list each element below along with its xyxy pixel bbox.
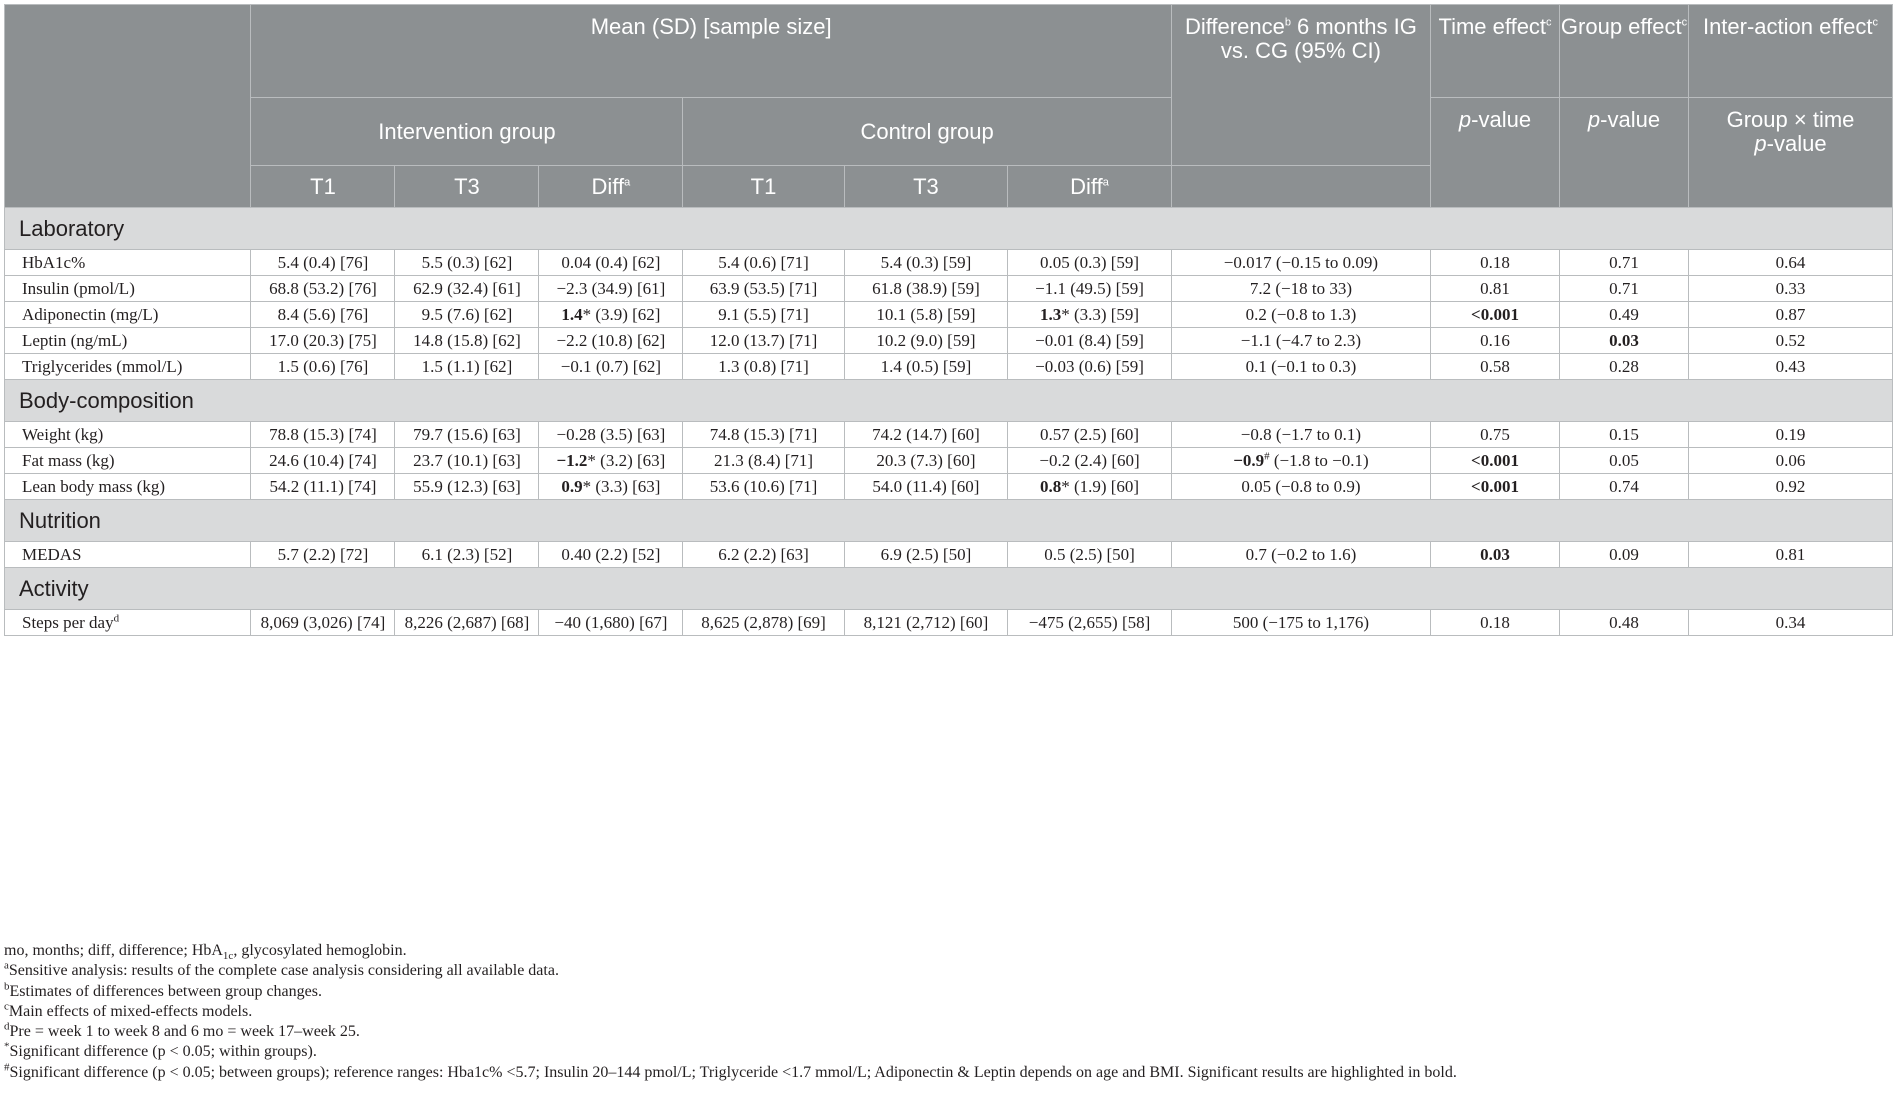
cell-difference: 500 (−175 to 1,176) [1171,610,1430,636]
cell-ig-diff: 0.40 (2.2) [52] [539,542,683,568]
row-label: HbA1c% [5,250,251,276]
row-label: Lean body mass (kg) [5,474,251,500]
table-footnotes [4,941,1884,1083]
header-cg-t1: T1 [683,166,844,208]
cell-ig-diff: −40 (1,680) [67] [539,610,683,636]
cell-cg-t1: 53.6 (10.6) [71] [683,474,844,500]
cell-time-p: 0.75 [1431,422,1560,448]
cell-ig-t1: 5.4 (0.4) [76] [251,250,395,276]
cell-cg-diff: −0.2 (2.4) [60] [1008,448,1172,474]
row-label: Triglycerides (mmol/L) [5,354,251,380]
cell-ig-t3: 8,226 (2,687) [68] [395,610,539,636]
footnote-a: $^a$Sensitive analysis: results of the complete case analysis considering all available data. [4,959,559,980]
footnote-star: *Significant difference (p < 0.05; within groups). [4,1041,317,1061]
cell-difference: 0.05 (−0.8 to 0.9) [1171,474,1430,500]
cell-time-p: 0.18 [1431,250,1560,276]
cell-cg-t1: 1.3 (0.8) [71] [683,354,844,380]
cell-ig-t3: 23.7 (10.1) [63] [395,448,539,474]
cell-ig-t3: 14.8 (15.8) [62] [395,328,539,354]
cell-cg-diff: −0.01 (8.4) [59] [1008,328,1172,354]
footnote-d: $^d$Pre = week 1 to week 8 and 6 mo = week 17–week 25. [4,1020,360,1041]
footnote-c: $^c$Main effects of mixed-effects models. [4,1000,253,1020]
table-row-weight [5,422,1893,448]
cell-cg-t1: 5.4 (0.6) [71] [683,250,844,276]
cell-cg-diff: −1.1 (49.5) [59] [1008,276,1172,302]
cell-ig-t1: 5.7 (2.2) [72] [251,542,395,568]
cell-cg-t3: 1.4 (0.5) [59] [844,354,1008,380]
cell-cg-t1: 9.1 (5.5) [71] [683,302,844,328]
cell-group-p: 0.49 [1560,302,1689,328]
cell-group-p: 0.74 [1560,474,1689,500]
footnote-abbreviations: mo, months; diff, difference; HbA$_{1c}$, glycosylated hemoglobin. [4,942,407,963]
cell-ig-t1: 54.2 (11.1) [74] [251,474,395,500]
row-label: Steps per day$^d$ [5,610,251,636]
cell-ig-t3: 1.5 (1.1) [62] [395,354,539,380]
cell-group-p: 0.48 [1560,610,1689,636]
header-group-effect: Group effect$^c$ [1560,5,1689,98]
cell-ig-t3: 6.1 (2.3) [52] [395,542,539,568]
cell-interaction-p: 0.64 [1689,250,1893,276]
cell-cg-t3: 61.8 (38.9) [59] [844,276,1008,302]
cell-time-p: <0.001 [1431,474,1560,500]
results-table [4,4,1893,636]
header-time-effect: Time effect$^c$ [1431,5,1560,98]
cell-ig-t3: 62.9 (32.4) [61] [395,276,539,302]
cell-time-p: 0.16 [1431,328,1560,354]
cell-interaction-p: 0.34 [1689,610,1893,636]
table-row-triglycerides [5,354,1893,380]
cell-interaction-p: 0.43 [1689,354,1893,380]
cell-cg-diff: 0.5 (2.5) [50] [1008,542,1172,568]
cell-difference: 0.2 (−0.8 to 1.3) [1171,302,1430,328]
cell-time-p: 0.18 [1431,610,1560,636]
cell-group-p: 0.05 [1560,448,1689,474]
cell-difference: −0.9# (−1.8 to −0.1) [1171,448,1430,474]
cell-ig-diff: −2.2 (10.8) [62] [539,328,683,354]
footnote-hash: #Significant difference (p < 0.05; between groups); reference ranges: Hba1c% <5.7; Insulin 20–144 pmol/L; Triglyceride <1.7 mmol/L; Adiponectin & Leptin depends on age and BMI. Significant results are highlighted in bold. [4,1061,1457,1081]
row-label: Fat mass (kg) [5,448,251,474]
cell-difference: 0.7 (−0.2 to 1.6) [1171,542,1430,568]
cell-difference: −0.8 (−1.7 to 0.1) [1171,422,1430,448]
row-label: Leptin (ng/mL) [5,328,251,354]
cell-ig-t1: 17.0 (20.3) [75] [251,328,395,354]
cell-cg-diff: 0.05 (0.3) [59] [1008,250,1172,276]
cell-ig-diff: 1.4* (3.9) [62] [539,302,683,328]
cell-ig-diff: −2.3 (34.9) [61] [539,276,683,302]
cell-ig-t1: 8.4 (5.6) [76] [251,302,395,328]
cell-interaction-p: 0.52 [1689,328,1893,354]
row-label: Adiponectin (mg/L) [5,302,251,328]
cell-difference: −0.017 (−0.15 to 0.09) [1171,250,1430,276]
cell-difference: 7.2 (−18 to 33) [1171,276,1430,302]
cell-cg-t3: 8,121 (2,712) [60] [844,610,1008,636]
header-interaction-effect: Inter-action effect$^c$ [1689,5,1893,98]
cell-ig-t1: 8,069 (3,026) [74] [251,610,395,636]
header-mean-sd: Mean (SD) [sample size] [251,5,1171,98]
header-group-pvalue: p-value [1560,98,1689,208]
cell-time-p: 0.81 [1431,276,1560,302]
cell-ig-t1: 68.8 (53.2) [76] [251,276,395,302]
table-row-hba1c [5,250,1893,276]
cell-time-p: <0.001 [1431,302,1560,328]
cell-ig-t3: 55.9 (12.3) [63] [395,474,539,500]
header-ig-t1: T1 [251,166,395,208]
row-label: Weight (kg) [5,422,251,448]
cell-cg-t3: 74.2 (14.7) [60] [844,422,1008,448]
cell-cg-diff: 0.8* (1.9) [60] [1008,474,1172,500]
header-blank-cell [5,5,251,208]
section-activity: Activity [5,568,1893,610]
cell-ig-diff: −0.28 (3.5) [63] [539,422,683,448]
table-row-insulin [5,276,1893,302]
cell-interaction-p: 0.06 [1689,448,1893,474]
row-label: MEDAS [5,542,251,568]
cell-cg-diff: −0.03 (0.6) [59] [1008,354,1172,380]
cell-ig-t1: 24.6 (10.4) [74] [251,448,395,474]
cell-ig-diff: −0.1 (0.7) [62] [539,354,683,380]
cell-group-p: 0.28 [1560,354,1689,380]
cell-cg-diff: −475 (2,655) [58] [1008,610,1172,636]
header-control-group: Control group [683,98,1171,166]
cell-cg-t1: 74.8 (15.3) [71] [683,422,844,448]
header-cg-t3: T3 [844,166,1008,208]
cell-time-p: 0.58 [1431,354,1560,380]
header-difference-blank [1171,166,1430,208]
row-label: Insulin (pmol/L) [5,276,251,302]
section-laboratory: Laboratory [5,208,1893,250]
cell-group-p: 0.15 [1560,422,1689,448]
cell-difference: 0.1 (−0.1 to 0.3) [1171,354,1430,380]
table-row-adiponectin [5,302,1893,328]
cell-cg-t3: 20.3 (7.3) [60] [844,448,1008,474]
header-cg-diff: Diff$^a$ [1008,166,1172,208]
header-intervention-group: Intervention group [251,98,683,166]
table-row-medas [5,542,1893,568]
cell-interaction-p: 0.87 [1689,302,1893,328]
cell-cg-t1: 21.3 (8.4) [71] [683,448,844,474]
header-interaction-pvalue: Group × time p-value [1689,98,1893,208]
cell-ig-diff: 0.04 (0.4) [62] [539,250,683,276]
cell-cg-t3: 6.9 (2.5) [50] [844,542,1008,568]
table-row-fat-mass [5,448,1893,474]
cell-cg-t1: 63.9 (53.5) [71] [683,276,844,302]
cell-cg-t3: 10.2 (9.0) [59] [844,328,1008,354]
cell-cg-t3: 5.4 (0.3) [59] [844,250,1008,276]
cell-group-p: 0.09 [1560,542,1689,568]
cell-group-p: 0.71 [1560,250,1689,276]
cell-interaction-p: 0.19 [1689,422,1893,448]
cell-ig-t1: 78.8 (15.3) [74] [251,422,395,448]
table-row-lean-mass [5,474,1893,500]
header-ig-diff: Diff$^a$ [539,166,683,208]
cell-time-p: 0.03 [1431,542,1560,568]
cell-ig-diff: −1.2* (3.2) [63] [539,448,683,474]
cell-ig-t3: 5.5 (0.3) [62] [395,250,539,276]
cell-cg-t1: 6.2 (2.2) [63] [683,542,844,568]
cell-ig-t3: 79.7 (15.6) [63] [395,422,539,448]
table-row-steps [5,610,1893,636]
cell-cg-t1: 12.0 (13.7) [71] [683,328,844,354]
cell-cg-t1: 8,625 (2,878) [69] [683,610,844,636]
header-time-pvalue: p-value [1431,98,1560,208]
cell-cg-diff: 1.3* (3.3) [59] [1008,302,1172,328]
cell-interaction-p: 0.92 [1689,474,1893,500]
cell-cg-t3: 10.1 (5.8) [59] [844,302,1008,328]
cell-time-p: <0.001 [1431,448,1560,474]
cell-cg-diff: 0.57 (2.5) [60] [1008,422,1172,448]
footnote-b: $^b$Estimates of differences between group changes. [4,980,322,1000]
section-nutrition: Nutrition [5,500,1893,542]
table-row-leptin [5,328,1893,354]
cell-interaction-p: 0.33 [1689,276,1893,302]
header-ig-t3: T3 [395,166,539,208]
section-body-composition: Body-composition [5,380,1893,422]
cell-group-p: 0.03 [1560,328,1689,354]
cell-difference: −1.1 (−4.7 to 2.3) [1171,328,1430,354]
cell-ig-t1: 1.5 (0.6) [76] [251,354,395,380]
cell-ig-diff: 0.9* (3.3) [63] [539,474,683,500]
cell-cg-t3: 54.0 (11.4) [60] [844,474,1008,500]
cell-group-p: 0.71 [1560,276,1689,302]
cell-interaction-p: 0.81 [1689,542,1893,568]
cell-ig-t3: 9.5 (7.6) [62] [395,302,539,328]
header-difference: Difference$^b$ 6 months IG vs. CG (95% CI) [1171,5,1430,166]
